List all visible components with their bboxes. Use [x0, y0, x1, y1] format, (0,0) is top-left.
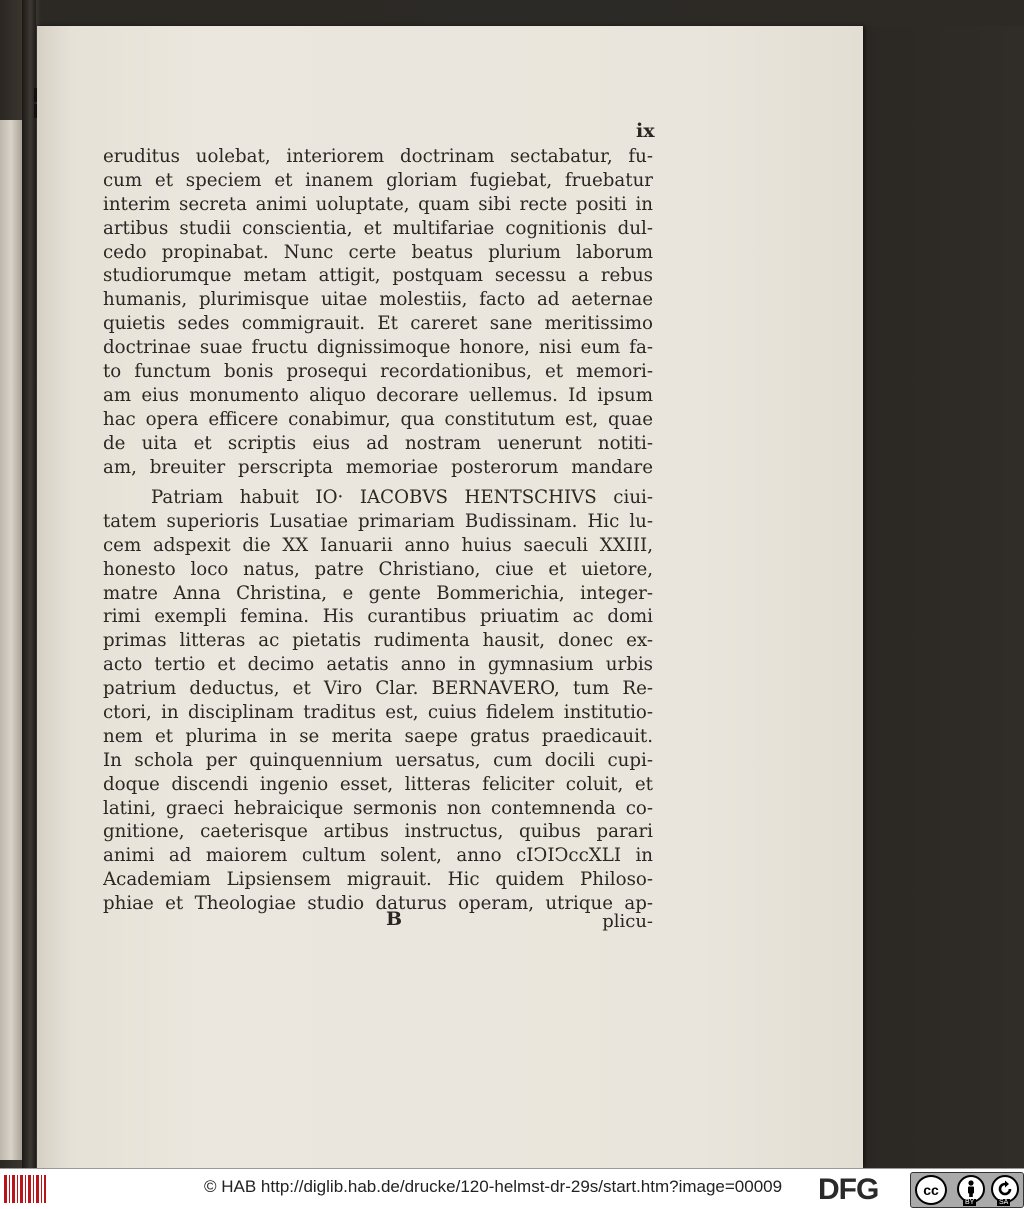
page-number: ix	[636, 120, 655, 142]
text-line: am, breuiter perscripta memoriae posterorum mandare	[103, 456, 653, 478]
text-line: doctrinae suae fructu dignissimoque honore, nisi eum fa-	[103, 337, 653, 359]
text-line: animi ad maiorem cultum solent, anno cIↃIↃccXLI in	[103, 845, 653, 867]
page-footer-marks	[103, 908, 653, 934]
person-glyph-icon	[959, 1177, 983, 1201]
text-line: patrium deductus, et Viro Clar. BERNAVERO, tum Re-	[103, 678, 653, 700]
text-line: honesto loco natus, patre Christiano, ciue et uietore,	[103, 558, 653, 580]
sa-label: SA	[999, 1199, 1009, 1206]
catchword: plicu-	[602, 911, 653, 932]
book-binding	[22, 0, 36, 1168]
text-line: primas litteras ac pietatis rudimenta hausit, donec ex-	[103, 630, 653, 652]
text-line: am eius monumento aliquo decorare uellemus. Id ipsum	[103, 384, 653, 406]
text-line: In schola per quinquennium uersatus, cum docili cupi-	[103, 749, 653, 771]
text-line: eruditus uolebat, interiorem doctrinam sectabatur, fu-	[103, 146, 653, 167]
text-line: cum et speciem et inanem gloriam fugiebat, fruebatur	[103, 169, 653, 191]
text-line: ctori, in disciplinam traditus est, cuius fidelem institutio-	[103, 702, 653, 724]
text-line: cedo propinabat. Nunc certe beatus plurium laborum	[103, 241, 653, 263]
text-line: matre Anna Christina, e gente Bommerichia, integer-	[103, 582, 653, 604]
text-line: nem et plurima in se merita saepe gratus praedicauit.	[103, 725, 653, 747]
text-line: tatem superioris Lusatiae primariam Budissinam. Hic lu-	[103, 510, 653, 532]
copyright-link[interactable]: © HAB http://diglib.hab.de/drucke/120-helmst-dr-29s/start.htm?image=00009	[204, 1177, 783, 1196]
previous-page-edge	[0, 120, 22, 1160]
text-line: interim secreta animi uoluptate, quam sibi recte positi in	[103, 193, 653, 215]
dfg-logo[interactable]: DFG	[818, 1173, 879, 1206]
text-line: de uita et scriptis eius ad nostram uenerunt notiti-	[103, 432, 653, 454]
text-line: acto tertio et decimo aetatis anno in gymnasium urbis	[103, 654, 653, 676]
text-line: phiae et Theologiae studio daturus operam, utrique ap-	[103, 893, 653, 915]
text-line: quietis sedes commigrauit. Et careret sane meritissimo	[103, 313, 653, 335]
text-line: hac opera efficere conabimur, qua constitutum est, quae	[103, 408, 653, 430]
text-line: gnitione, caeterisque artibus instructus, quibus parari	[103, 821, 653, 843]
signature-mark: B	[386, 908, 403, 930]
hab-barcode-logo-icon[interactable]	[4, 1175, 46, 1203]
footer-bar	[0, 1168, 1024, 1209]
background-shadow	[863, 26, 1024, 1168]
text-line: Academiam Lipsiensem migrauit. Hic quidem Philoso-	[103, 869, 653, 891]
cc-license-badge[interactable]	[910, 1172, 1024, 1208]
text-line: cem adspexit die XX Ianuarii anno huius saeculi XXIII,	[103, 534, 653, 556]
text-line: rimi exempli femina. His curantibus priuatim ac domi	[103, 606, 653, 628]
text-line: Patriam habuit IO· IACOBVS HENTSCHIVS ciui-	[151, 487, 653, 508]
text-line: to functum bonis prosequi recordationibus, et memori-	[103, 361, 653, 383]
text-line: doque discendi ingenio esset, litteras feliciter coluit, et	[103, 773, 653, 795]
text-line: latini, graeci hebraicique sermonis non contemnenda co-	[103, 797, 653, 819]
cc-icon: cc	[915, 1175, 947, 1205]
share-alike-glyph-icon	[993, 1177, 1017, 1201]
paragraph-1	[103, 145, 653, 479]
text-line: humanis, plurimisque uitae molestiis, facto ad aeternae	[103, 289, 653, 311]
text-line: studiorumque metam attigit, postquam secessu a rebus	[103, 265, 653, 287]
text-line: artibus studii conscientia, et multifariae cognitionis dul-	[103, 217, 653, 239]
by-label: BY	[965, 1199, 975, 1206]
paragraph-2	[103, 486, 653, 916]
